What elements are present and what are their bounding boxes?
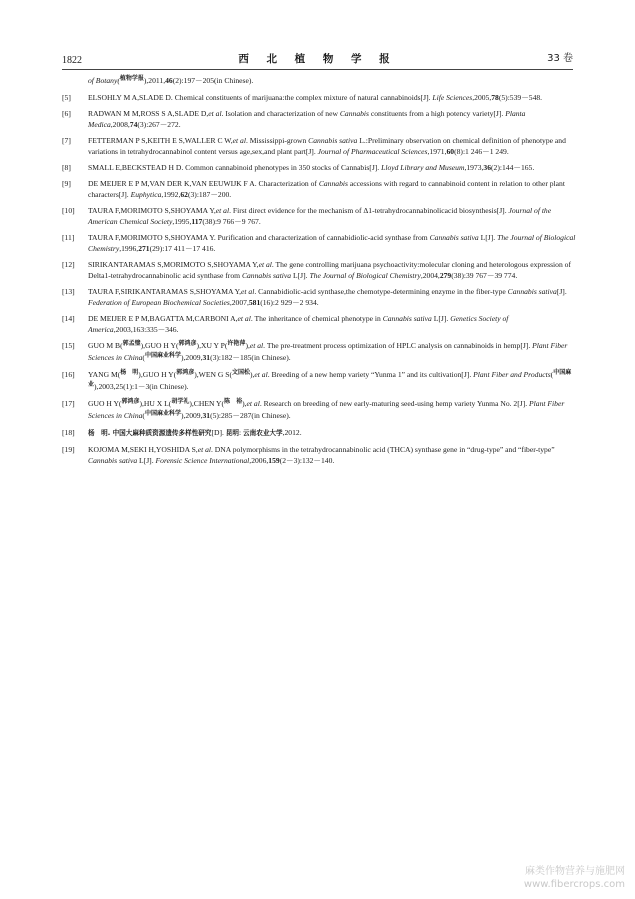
reference-11: [11] TAURA F,MORIMOTO S,SHOYAMA Y. Purification and characterization of cannabidiolic-acid synthase from Cannabis sativa L[J]. The Journal of Biological Chemistry,1996,271(29):17 411－17 416. [62,233,576,253]
journal-title: 西 北 植 物 学 报 [238,53,397,65]
running-header [62,54,573,68]
reference-14: [14] DE MEIJER E P M,BAGATTA M,CARBONI A,et al. The inheritance of chemical phenotype in Cannabis sativa L[J]. Genetics Society of America,2003,163:335－346. [62,314,509,334]
header-rule [62,69,573,70]
reference-7: [7] FETTERMAN P S,KEITH E S,WALLER C W,et al. Mississippi-grown Cannabis sativa L.:Preliminary observation on chemical definition of phenotype and variations in tetrahydrocannabinol content versus age,sex,and plant part[J]. Journal of Pharmaceutical Sciences,1971,60(8):1 246－1 249. [62,136,566,156]
reference-15: [15] GUO M B($^{郭孟璧}$),GUO H Y($^{郭鸿彦}$),XU Y P($^{许艳萍}$),et al. The pre-treatment process optimization of HPLC analysis on cannabinoids in hemp[J]. Plant Fiber Sciences in China($^{中国麻业科学}$),2009,31(3):182－185(in Chinese). [62,340,568,362]
reference-10: [10] TAURA F,MORIMOTO S,SHOYAMA Y,et al. First direct evidence for the mechanism of Δ1-tetrahydrocannabinolicacid biosynthesis[J]. Journal of the American Chemical Society,1995,117(38):9 766－9 767. [62,206,552,226]
reference-continuation: of Botany($^{植物学报}$),2011,46(2):197－205(in Chinese). [88,75,254,85]
reference-16: [16] YANG M($^{杨 明}$),GUO H Y($^{郭鸿彦}$),WEN G S($^{文国松}$),et al. Breeding of a new hemp variety “Yunma 1” and its cultivation[J]. Plant Fiber and Products($^{中国麻业}$),2003,25(1):1－3(in Chinese). [62,369,572,391]
reference-12: [12] SIRIKANTARAMAS S,MORIMOTO S,SHOYAMA Y,et al. The gene controlling marijuana psychoactivity:molecular cloning and heterologous expression of Delta1-tetrahydrocannabinolic acid synthase from Cannabis sativa L[J]. The Journal of Biological Chemistry,2004,279(38):39 767－39 774. [62,260,571,280]
reference-18: [18] 杨 明. 中国大麻种质资源遗传多样性研究[D]. 昆明: 云南农业大学,2012. [62,428,302,437]
reference-list [62,75,578,471]
reference-19: [19] KOJOMA M,SEKI H,YOSHIDA S,et al. DNA polymorphisms in the tetrahydrocannabinolic acid (THCA) synthase gene in “drug-type” and “fiber-type” Cannabis sativa L[J]. Forensic Science International,2006,159(2－3):132－140. [62,445,555,465]
reference-6: [6] RADWAN M M,ROSS S A,SLADE D,et al. Isolation and characterization of new Cannabis constituents from a high potency variety[J]. Planta Medica,2008,74(3):267－272. [62,109,526,129]
reference-5: [5] ELSOHLY M A,SLADE D. Chemical constituents of marijuana:the complex mixture of natural cannabinoids[J]. Life Sciences,2005,78(5):539－548. [62,93,543,102]
reference-13: [13] TAURA F,SIRIKANTARAMAS S,SHOYAMA Y,et al. Cannabidiolic-acid synthase,the chemotype-determining enzyme in the fiber-type Cannabis sativa[J]. Federation of European Biochemical Societies,2007,581(16):2 929－2 934. [62,287,567,307]
page-number: 1822 [62,55,82,66]
reference-9: [9] DE MEIJER E P M,VAN DER K,VAN EEUWIJK F A. Characterization of Cannabis accessions with regard to cannabinoid content in relation to other plant characters[J]. Euphytica,1992,62(3):187－200. [62,179,565,199]
site-watermark: 麻类作物营养与施肥网 www.fibercrops.com [523,866,625,890]
reference-8: [8] SMALL E,BECKSTEAD H D. Common cannabinoid phenotypes in 350 stocks of Cannabis[J]. Lloyd Library and Museum,1973,36(2):144－165. [62,163,535,172]
reference-17: [17] GUO H Y($^{郭鸿彦}$),HU X L($^{胡学礼}$),CHEN Y($^{陈 裕}$),et al. Research on breeding of new early-maturing seed-using hemp variety Yunma No. 2[J]. Plant Fiber Sciences in China($^{中国麻业科学}$),2009,31(5):285－287(in Chinese). [62,398,565,420]
volume-label: 33 卷 [547,53,573,64]
